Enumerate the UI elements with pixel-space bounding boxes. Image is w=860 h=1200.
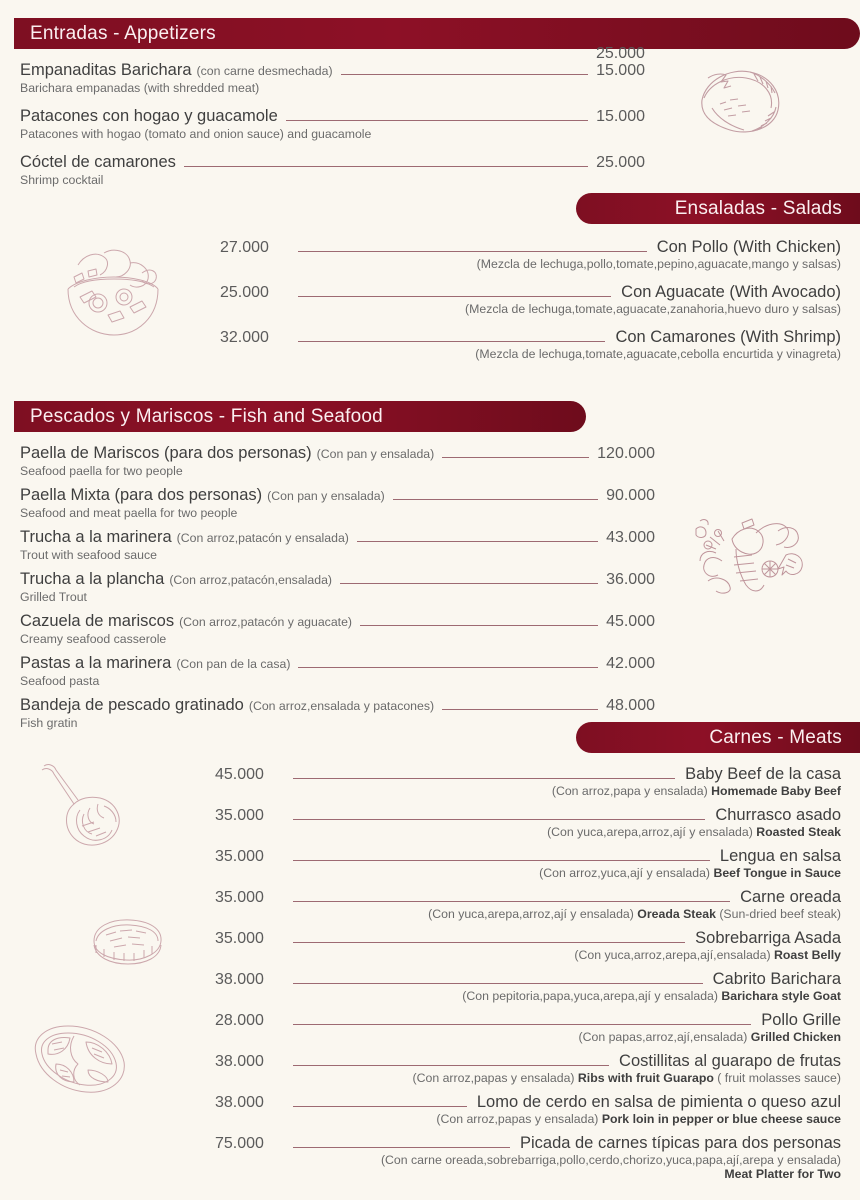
menu-item-price: 35.000 xyxy=(215,807,264,824)
menu-item xyxy=(215,1093,841,1126)
menu-item-detail xyxy=(215,1071,841,1085)
menu-item-price: 43.000 xyxy=(606,529,655,546)
price-leader-line xyxy=(293,901,730,902)
menu-item-detail xyxy=(215,907,841,921)
menu-item-price: 25.000 xyxy=(220,284,269,301)
price-leader-line xyxy=(360,625,598,626)
menu-item xyxy=(215,847,841,880)
price-leader-line xyxy=(286,120,588,121)
menu-item-price: 25.000 xyxy=(596,154,645,171)
menu-item xyxy=(20,486,655,520)
appetizers-floating-price: 25.000 xyxy=(596,45,645,62)
menu-item-price: 90.000 xyxy=(606,487,655,504)
menu-item-sides: (Con arroz,patacón y aguacate) xyxy=(179,615,353,629)
menu-item-translation: Pork loin in pepper or blue cheese sauce xyxy=(601,1112,841,1126)
menu-item-detail xyxy=(220,257,841,271)
menu-item-price: 35.000 xyxy=(215,930,264,947)
menu-item-sides: (Con yuca,arepa,arroz,ají y ensalada) xyxy=(547,825,753,839)
menu-item-translation: Grilled Trout xyxy=(20,590,87,604)
menu-item-detail xyxy=(220,347,841,361)
section-title-salads: Ensaladas - Salads xyxy=(674,197,842,219)
price-leader-line xyxy=(293,1106,467,1107)
section-header-seafood xyxy=(14,401,586,432)
menu-item-translation: Barichara empanadas (with shredded meat) xyxy=(20,81,260,95)
menu-item-row xyxy=(20,61,645,80)
menu-item-name: Lengua en salsa xyxy=(719,847,841,865)
menu-item xyxy=(215,1134,841,1181)
menu-item-price: 32.000 xyxy=(220,329,269,346)
menu-item-price: 48.000 xyxy=(606,697,655,714)
menu-item-row xyxy=(20,444,655,463)
menu-item-sides: (Con arroz,ensalada y patacones) xyxy=(248,699,435,713)
menu-item-price: 120.000 xyxy=(597,445,655,462)
menu-item-translation: Barichara style Goat xyxy=(721,989,841,1003)
menu-item-name: Empanaditas Barichara xyxy=(20,61,192,79)
menu-item-sides: (Con papas,arroz,ají,ensalada) xyxy=(578,1030,748,1044)
menu-item-translation: Fish gratin xyxy=(20,716,78,730)
section-title-meats: Carnes - Meats xyxy=(709,726,842,748)
menu-item-row xyxy=(20,612,655,631)
menu-item-price: 45.000 xyxy=(606,613,655,630)
menu-item xyxy=(20,570,655,604)
menu-item-name: Paella Mixta (para dos personas) xyxy=(20,486,263,504)
menu-item-sides: (Mezcla de lechuga,tomate,aguacate,cebolla encurtida y vinagreta) xyxy=(475,347,841,361)
menu-item-translation: Homemade Baby Beef xyxy=(711,784,841,798)
price-leader-line xyxy=(293,983,703,984)
price-leader-line xyxy=(393,499,598,500)
menu-item-row xyxy=(20,153,645,172)
price-leader-line xyxy=(341,74,589,75)
menu-item-sides: (Con yuca,arroz,arepa,ají,ensalada) xyxy=(574,948,771,962)
price-leader-line xyxy=(340,583,598,584)
menu-item-price: 38.000 xyxy=(215,971,264,988)
menu-item-sides: (Con arroz,patacón y ensalada) xyxy=(176,531,349,545)
price-leader-line xyxy=(293,1024,751,1025)
menu-item-translation: Shrimp cocktail xyxy=(20,173,104,187)
menu-item-price: 15.000 xyxy=(596,62,645,79)
menu-item-name: Cazuela de mariscos xyxy=(20,612,175,630)
price-leader-line xyxy=(293,819,705,820)
menu-item-detail xyxy=(215,866,841,880)
menu-item xyxy=(20,153,645,187)
menu-item-sides: (Con arroz,yuca,ají y ensalada) xyxy=(539,866,711,880)
menu-item-name: Baby Beef de la casa xyxy=(685,765,841,783)
menu-item-row xyxy=(220,328,841,347)
menu-item xyxy=(220,328,841,361)
menu-item-translation: Roast Belly xyxy=(774,948,841,962)
menu-item-price: 15.000 xyxy=(596,108,645,125)
menu-item-price: 38.000 xyxy=(215,1053,264,1070)
menu-item xyxy=(215,806,841,839)
menu-item-price: 42.000 xyxy=(606,655,655,672)
menu-item xyxy=(215,888,841,921)
menu-item-row xyxy=(215,1134,841,1153)
menu-item-name: Pastas a la marinera xyxy=(20,654,172,672)
price-leader-line xyxy=(298,251,647,252)
menu-item-row xyxy=(215,765,841,784)
section-header-salads xyxy=(576,193,860,224)
menu-item-name: Trucha a la plancha xyxy=(20,570,165,588)
menu-item-detail xyxy=(215,1030,841,1044)
menu-item-translation: Trout with seafood sauce xyxy=(20,548,157,562)
menu-item-price: 28.000 xyxy=(215,1012,264,1029)
price-leader-line xyxy=(293,1147,510,1148)
menu-item xyxy=(215,765,841,798)
menu-item-row xyxy=(215,929,841,948)
section-salads xyxy=(0,193,860,373)
menu-item-sides: (Con arroz,papas y ensalada) xyxy=(412,1071,575,1085)
menu-item-sides: (Mezcla de lechuga,tomate,aguacate,zanahoria,huevo duro y salsas) xyxy=(465,302,841,316)
menu-item-translation: Seafood pasta xyxy=(20,674,100,688)
price-leader-line xyxy=(298,296,611,297)
menu-item-price: 38.000 xyxy=(215,1094,264,1111)
menu-item-sides: (Con arroz,papa y ensalada) xyxy=(551,784,708,798)
salads-item-list xyxy=(0,238,860,361)
menu-item-row xyxy=(215,888,841,907)
menu-item-name: Trucha a la marinera xyxy=(20,528,172,546)
menu-item-detail xyxy=(215,989,841,1003)
menu-item-name: Cóctel de camarones xyxy=(20,153,176,171)
menu-item xyxy=(220,283,841,316)
menu-item-price: 36.000 xyxy=(606,571,655,588)
menu-item-translation: Roasted Steak xyxy=(756,825,841,839)
menu-item-name: Patacones con hogao y guacamole xyxy=(20,107,278,125)
menu-item-row xyxy=(215,806,841,825)
menu-item-detail xyxy=(215,1112,841,1126)
price-leader-line xyxy=(357,541,598,542)
section-title-seafood: Pescados y Mariscos - Fish and Seafood xyxy=(30,405,383,427)
menu-item-translation: Beef Tongue in Sauce xyxy=(713,866,841,880)
price-leader-line xyxy=(293,942,685,943)
menu-item xyxy=(20,528,655,562)
menu-item-name: Picada de carnes típicas para dos personas xyxy=(519,1134,841,1152)
menu-item-translation: Meat Platter for Two xyxy=(724,1167,841,1181)
menu-item-row xyxy=(220,283,841,302)
section-title-appetizers: Entradas - Appetizers xyxy=(30,22,216,44)
price-leader-line xyxy=(293,1065,609,1066)
menu-item-name: Pollo Grille xyxy=(761,1011,841,1029)
menu-item-name: Churrasco asado xyxy=(715,806,841,824)
menu-item-translation: Ribs with fruit Guarapo xyxy=(577,1071,714,1085)
menu-item-row xyxy=(20,528,655,547)
price-leader-line xyxy=(298,667,598,668)
menu-item-row xyxy=(215,1093,841,1112)
menu-item-sides: (Con arroz,patacón,ensalada) xyxy=(169,573,333,587)
menu-item-detail xyxy=(215,825,841,839)
menu-item-name: Con Camarones (With Shrimp) xyxy=(615,328,841,346)
menu-item-sides: (Con pepitoria,papa,yuca,arepa,ají y ensalada) xyxy=(462,989,718,1003)
menu-item-name: Paella de Mariscos (para dos personas) xyxy=(20,444,312,462)
menu-item-name: Sobrebarriga Asada xyxy=(695,929,841,947)
menu-item-name: Cabrito Barichara xyxy=(712,970,841,988)
menu-item-sides: (Con arroz,papas y ensalada) xyxy=(436,1112,599,1126)
menu-item-sides: (Con pan de la casa) xyxy=(176,657,291,671)
menu-item-row xyxy=(20,696,655,715)
menu-item xyxy=(215,970,841,1003)
menu-item-row xyxy=(215,970,841,989)
menu-item-row xyxy=(215,847,841,866)
meats-item-list xyxy=(0,765,860,1181)
menu-item-note: ( fruit molasses sauce) xyxy=(717,1071,841,1085)
menu-item-sides: (Con yuca,arepa,arroz,ají y ensalada) xyxy=(428,907,634,921)
menu-item-name: Costillitas al guarapo de frutas xyxy=(619,1052,841,1070)
menu-item-translation: Seafood and meat paella for two people xyxy=(20,506,238,520)
menu-item xyxy=(20,444,655,478)
menu-item-detail xyxy=(215,784,841,798)
menu-item-price: 27.000 xyxy=(220,239,269,256)
menu-item-detail xyxy=(215,1153,841,1181)
section-appetizers xyxy=(0,18,860,199)
menu-item-translation: Patacones with hogao (tomato and onion sauce) and guacamole xyxy=(20,127,372,141)
menu-item-row xyxy=(20,570,655,589)
menu-item-sides: (Con carne oreada,sobrebarriga,pollo,cerdo,chorizo,yuca,papa,ají,arepa y ensalada) xyxy=(380,1153,841,1167)
price-leader-line xyxy=(298,341,605,342)
menu-item xyxy=(220,238,841,271)
menu-item-price: 45.000 xyxy=(215,766,264,783)
menu-item-row xyxy=(215,1052,841,1071)
menu-item-name: Con Aguacate (With Avocado) xyxy=(621,283,841,301)
menu-item xyxy=(20,654,655,688)
menu-item-note: (Sun-dried beef steak) xyxy=(719,907,841,921)
menu-item-translation: Grilled Chicken xyxy=(750,1030,841,1044)
price-leader-line xyxy=(293,860,710,861)
appetizers-item-list xyxy=(0,61,860,187)
section-meats xyxy=(0,722,860,1189)
menu-item-price: 35.000 xyxy=(215,848,264,865)
menu-item-price: 75.000 xyxy=(215,1135,264,1152)
menu-item-detail xyxy=(220,302,841,316)
menu-item-row xyxy=(220,238,841,257)
menu-item-translation: Oreada Steak xyxy=(637,907,716,921)
menu-item-name: Bandeja de pescado gratinado xyxy=(20,696,244,714)
menu-item-translation: Seafood paella for two people xyxy=(20,464,183,478)
menu-item-sides: (Con pan y ensalada) xyxy=(267,489,385,503)
menu-item xyxy=(20,61,645,95)
price-leader-line xyxy=(442,709,598,710)
section-header-meats xyxy=(576,722,860,753)
menu-item-name: Lomo de cerdo en salsa de pimienta o queso azul xyxy=(476,1093,841,1111)
price-leader-line xyxy=(442,457,589,458)
menu-item-row xyxy=(20,107,645,126)
price-leader-line xyxy=(184,166,588,167)
menu-item-row xyxy=(20,486,655,505)
menu-item-row xyxy=(215,1011,841,1030)
section-seafood xyxy=(0,401,860,738)
menu-item-price: 35.000 xyxy=(215,889,264,906)
seafood-item-list xyxy=(0,444,860,730)
menu-item xyxy=(215,1011,841,1044)
menu-item-detail xyxy=(215,948,841,962)
menu-item xyxy=(215,1052,841,1085)
menu-item-sides: (Con pan y ensalada) xyxy=(316,447,435,461)
menu-item-row xyxy=(20,654,655,673)
menu-item-name: Carne oreada xyxy=(740,888,841,906)
menu-item xyxy=(20,107,645,141)
menu-item xyxy=(20,612,655,646)
menu-item-name: Con Pollo (With Chicken) xyxy=(656,238,841,256)
menu-item-translation: Creamy seafood casserole xyxy=(20,632,167,646)
price-leader-line xyxy=(293,778,675,779)
menu-item-sides: (con carne desmechada) xyxy=(196,64,333,78)
menu-item xyxy=(215,929,841,962)
menu-item-sides: (Mezcla de lechuga,pollo,tomate,pepino,aguacate,mango y salsas) xyxy=(476,257,841,271)
section-header-appetizers xyxy=(14,18,860,49)
